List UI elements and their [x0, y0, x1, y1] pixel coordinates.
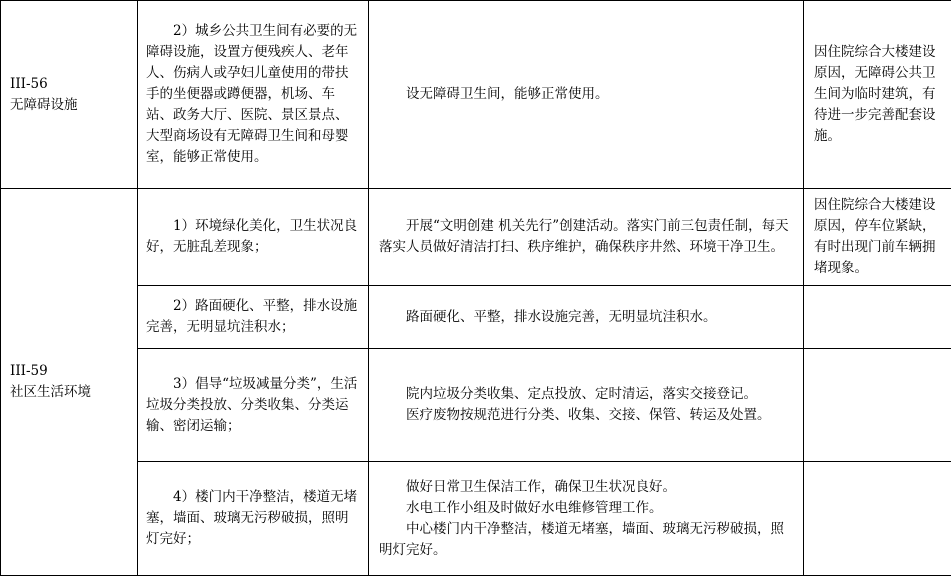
requirement-cell: 2）城乡公共卫生间有必要的无障碍设施，设置方便残疾人、老年人、伤病人或孕妇儿童使用的带扶手的坐便器或蹲便器，机场、车站、政务大厅、医院、景区景点、大型商场设有无障碍卫生间和母婴室，能够正常使用。	[138, 1, 369, 189]
requirement-cell: 4）楼门内干净整洁，楼道无堵塞，墙面、玻璃无污秽破损，照明灯完好；	[138, 462, 369, 576]
item-name: 社区生活环境	[10, 384, 91, 400]
action-cell	[369, 1, 804, 189]
action-cell	[369, 349, 804, 462]
table-row	[1, 286, 951, 349]
action-text: 中心楼门内干净整洁，楼道无堵塞，墙面、玻璃无污秽破损，照明灯完好。	[379, 520, 784, 558]
requirement-cell: 1）环境绿化美化，卫生状况良好，无脏乱差现象；	[138, 189, 369, 286]
note-cell: 因住院综合大楼建设原因，停车位紧缺，有时出现门前车辆拥堵现象。	[804, 189, 951, 286]
action-text: 医疗废物按规范进行分类、收集、交接、保管、转运及处置。	[406, 407, 771, 423]
item-code: III-59	[10, 363, 48, 379]
item-cell	[1, 1, 138, 189]
requirement-cell: 3）倡导“垃圾减量分类”，生活垃圾分类投放、分类收集、分类运输、密闭运输；	[138, 349, 369, 462]
action-text: 做好日常卫生保洁工作，确保卫生状况良好。	[406, 478, 676, 495]
item-cell	[1, 189, 138, 576]
item-code: III-56	[10, 75, 48, 92]
requirement-cell: 2）路面硬化、平整，排水设施完善，无明显坑洼积水；	[138, 286, 369, 349]
action-text: 院内垃圾分类收集、定点投放、定时清运，落实交接登记。	[406, 386, 757, 402]
note-cell: 因住院综合大楼建设原因，无障碍公共卫生间为临时建筑，有待进一步完善配套设施。	[804, 1, 951, 189]
table-row	[1, 189, 951, 286]
item-name: 无障碍设施	[10, 96, 78, 113]
table-row	[1, 1, 951, 189]
action-cell	[369, 462, 804, 576]
note-cell	[804, 286, 951, 349]
table-row	[1, 462, 951, 576]
note-cell	[804, 349, 951, 462]
note-cell	[804, 462, 951, 576]
action-text: 开展“文明创建 机关先行”创建活动。落实门前三包责任制，每天落实人员做好清洁打扫、秩序维护，确保秩序井然、环境干净卫生。	[379, 218, 789, 255]
table-row	[1, 349, 951, 462]
action-cell	[369, 189, 804, 286]
action-text: 设无障碍卫生间，能够正常使用。	[406, 86, 609, 102]
action-cell	[369, 286, 804, 349]
action-text: 路面硬化、平整，排水设施完善，无明显坑洼积水。	[406, 308, 717, 325]
action-text: 水电工作小组及时做好水电维修管理工作。	[406, 499, 663, 516]
